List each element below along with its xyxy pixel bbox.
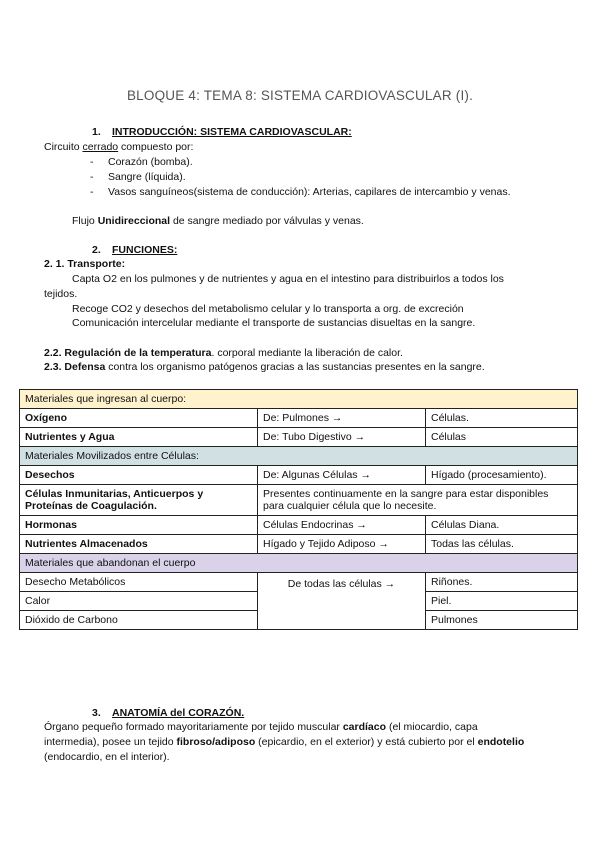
cell-origin: De: Pulmones → (258, 409, 426, 428)
cell-origin: Células Endocrinas → (258, 516, 426, 535)
table-row (20, 428, 578, 447)
section-2-heading (92, 244, 177, 256)
subsection-defense (44, 361, 485, 373)
bullet-item (90, 171, 186, 183)
anatomy-text: Órgano pequeño formado mayoritariamente por tejido muscular (44, 721, 343, 733)
anatomy-bold: cardíaco (342, 721, 387, 733)
defense-bold: 2.3. Defensa (44, 361, 106, 373)
page-title: BLOQUE 4: TEMA 8: SISTEMA CARDIOVASCULAR (I). (126, 88, 474, 103)
section-ingress: Materiales que ingresan al cuerpo: (20, 390, 578, 409)
flow-text: Flujo (72, 215, 98, 227)
anatomy-line-1 (44, 721, 478, 733)
cell-destination: Pulmones (426, 611, 578, 630)
cell-destination: Células. (426, 409, 578, 428)
subsection-temperature (44, 347, 403, 359)
transport-line-3: Comunicación intercelular mediante el transporte de sustancias disueltas en la sangre. (72, 317, 476, 329)
cell-material: Calor (20, 592, 258, 611)
cell-material: Dióxido de Carbono (20, 611, 258, 630)
anatomy-text: (el miocardio, capa (386, 721, 478, 733)
table-row (20, 516, 578, 535)
anatomy-line-3: (endocardio, en el interior). (44, 751, 170, 763)
table-section-row (20, 390, 578, 409)
intro-text-end: compuesto por: (118, 141, 194, 153)
bullet-text: Corazón (bomba). (108, 156, 193, 168)
bullet-item (90, 156, 193, 168)
section-mobilized: Materiales Movilizados entre Células: (20, 447, 578, 466)
cell-material (20, 466, 258, 485)
intro-line (44, 141, 193, 153)
cell-material (20, 428, 258, 447)
cell-origin-merged: De todas las células → (258, 573, 426, 630)
section-3-number: 3. (92, 707, 101, 719)
material-name: Desechos (25, 469, 75, 481)
section-2-title: FUNCIONES: (112, 244, 178, 256)
material-name: Hormonas (25, 519, 77, 531)
cell-material (20, 409, 258, 428)
anatomy-line-2 (44, 736, 524, 748)
cell-material (20, 535, 258, 554)
flow-line (72, 215, 364, 227)
bullet-text: Vasos sanguíneos(sistema de conducción): Arterias, capilares de intercambio y venas. (108, 186, 511, 198)
description-line-1: Presentes continuamente en la sangre para estar disponibles (263, 488, 549, 500)
bullet-item (90, 186, 511, 198)
cell-destination: Riñones. (426, 573, 578, 592)
flow-text-end: de sangre mediado por válvulas y venas. (170, 215, 364, 227)
transport-line-1: Capta O2 en los pulmones y de nutrientes y agua en el intestino para distribuirlos a todos los (72, 273, 504, 285)
cell-origin: De: Algunas Células → (258, 466, 426, 485)
table-row (20, 409, 578, 428)
cell-destination: Piel. (426, 592, 578, 611)
subsection-transport: 2. 1. Transporte: (44, 258, 126, 270)
material-name: Oxígeno (25, 412, 68, 424)
bullet-mark: - (90, 156, 94, 168)
cell-destination: Células Diana. (426, 516, 578, 535)
transport-line-1b: tejidos. (44, 288, 78, 300)
section-1-title: INTRODUCCIÓN: SISTEMA CARDIOVASCULAR: (112, 126, 352, 138)
material-name-line-1: Células Inmunitarias, Anticuerpos y (25, 488, 204, 500)
temperature-text: . corporal mediante la liberación de calor. (211, 347, 403, 359)
material-name: Nutrientes y Agua (25, 431, 115, 443)
table-row (20, 535, 578, 554)
section-egress: Materiales que abandonan el cuerpo (20, 554, 578, 573)
cell-destination: Células (426, 428, 578, 447)
table-section-row (20, 447, 578, 466)
anatomy-bold: endotelio (477, 736, 525, 748)
material-name-line-2: Proteínas de Coagulación. (25, 500, 157, 512)
bullet-mark: - (90, 186, 94, 198)
anatomy-bold: fibroso/adiposo (176, 736, 256, 748)
material-name: Nutrientes Almacenados (25, 538, 148, 550)
bullet-text: Sangre (líquida). (108, 171, 186, 183)
cell-material (20, 485, 258, 516)
cell-destination: Todas las células. (426, 535, 578, 554)
section-3-heading (92, 707, 244, 719)
section-3-title: ANATOMÍA del CORAZÓN. (112, 707, 245, 719)
description-line-2: para cualquier célula que lo necesite. (263, 500, 437, 512)
cell-material (20, 516, 258, 535)
section-1-number: 1. (92, 126, 101, 138)
table-row (20, 466, 578, 485)
section-1-heading (92, 126, 352, 138)
materials-table (19, 389, 578, 630)
cell-destination: Hígado (procesamiento). (426, 466, 578, 485)
intro-text: Circuito (44, 141, 83, 153)
defense-text: contra los organismo patógenos gracias a las sustancias presentes en la sangre. (105, 361, 485, 373)
temperature-bold: 2.2. Regulación de la temperatura (44, 347, 212, 359)
cell-material: Desecho Metabólicos (20, 573, 258, 592)
table-row (20, 573, 578, 592)
table-row (20, 485, 578, 516)
transport-line-2: Recoge CO2 y desechos del metabolismo celular y lo transporta a org. de excreción (72, 303, 464, 315)
flow-bold: Unidireccional (97, 215, 171, 227)
section-2-number: 2. (92, 244, 101, 256)
cell-description (258, 485, 578, 516)
intro-underlined: cerrado (82, 141, 119, 153)
table-section-row (20, 554, 578, 573)
cell-origin: De: Tubo Digestivo → (258, 428, 426, 447)
bullet-mark: - (90, 171, 94, 183)
anatomy-text: (epicardio, en el exterior) y está cubierto por el (255, 736, 478, 748)
anatomy-text: intermedia), posee un tejido (44, 736, 177, 748)
cell-origin: Hígado y Tejido Adiposo → (258, 535, 426, 554)
